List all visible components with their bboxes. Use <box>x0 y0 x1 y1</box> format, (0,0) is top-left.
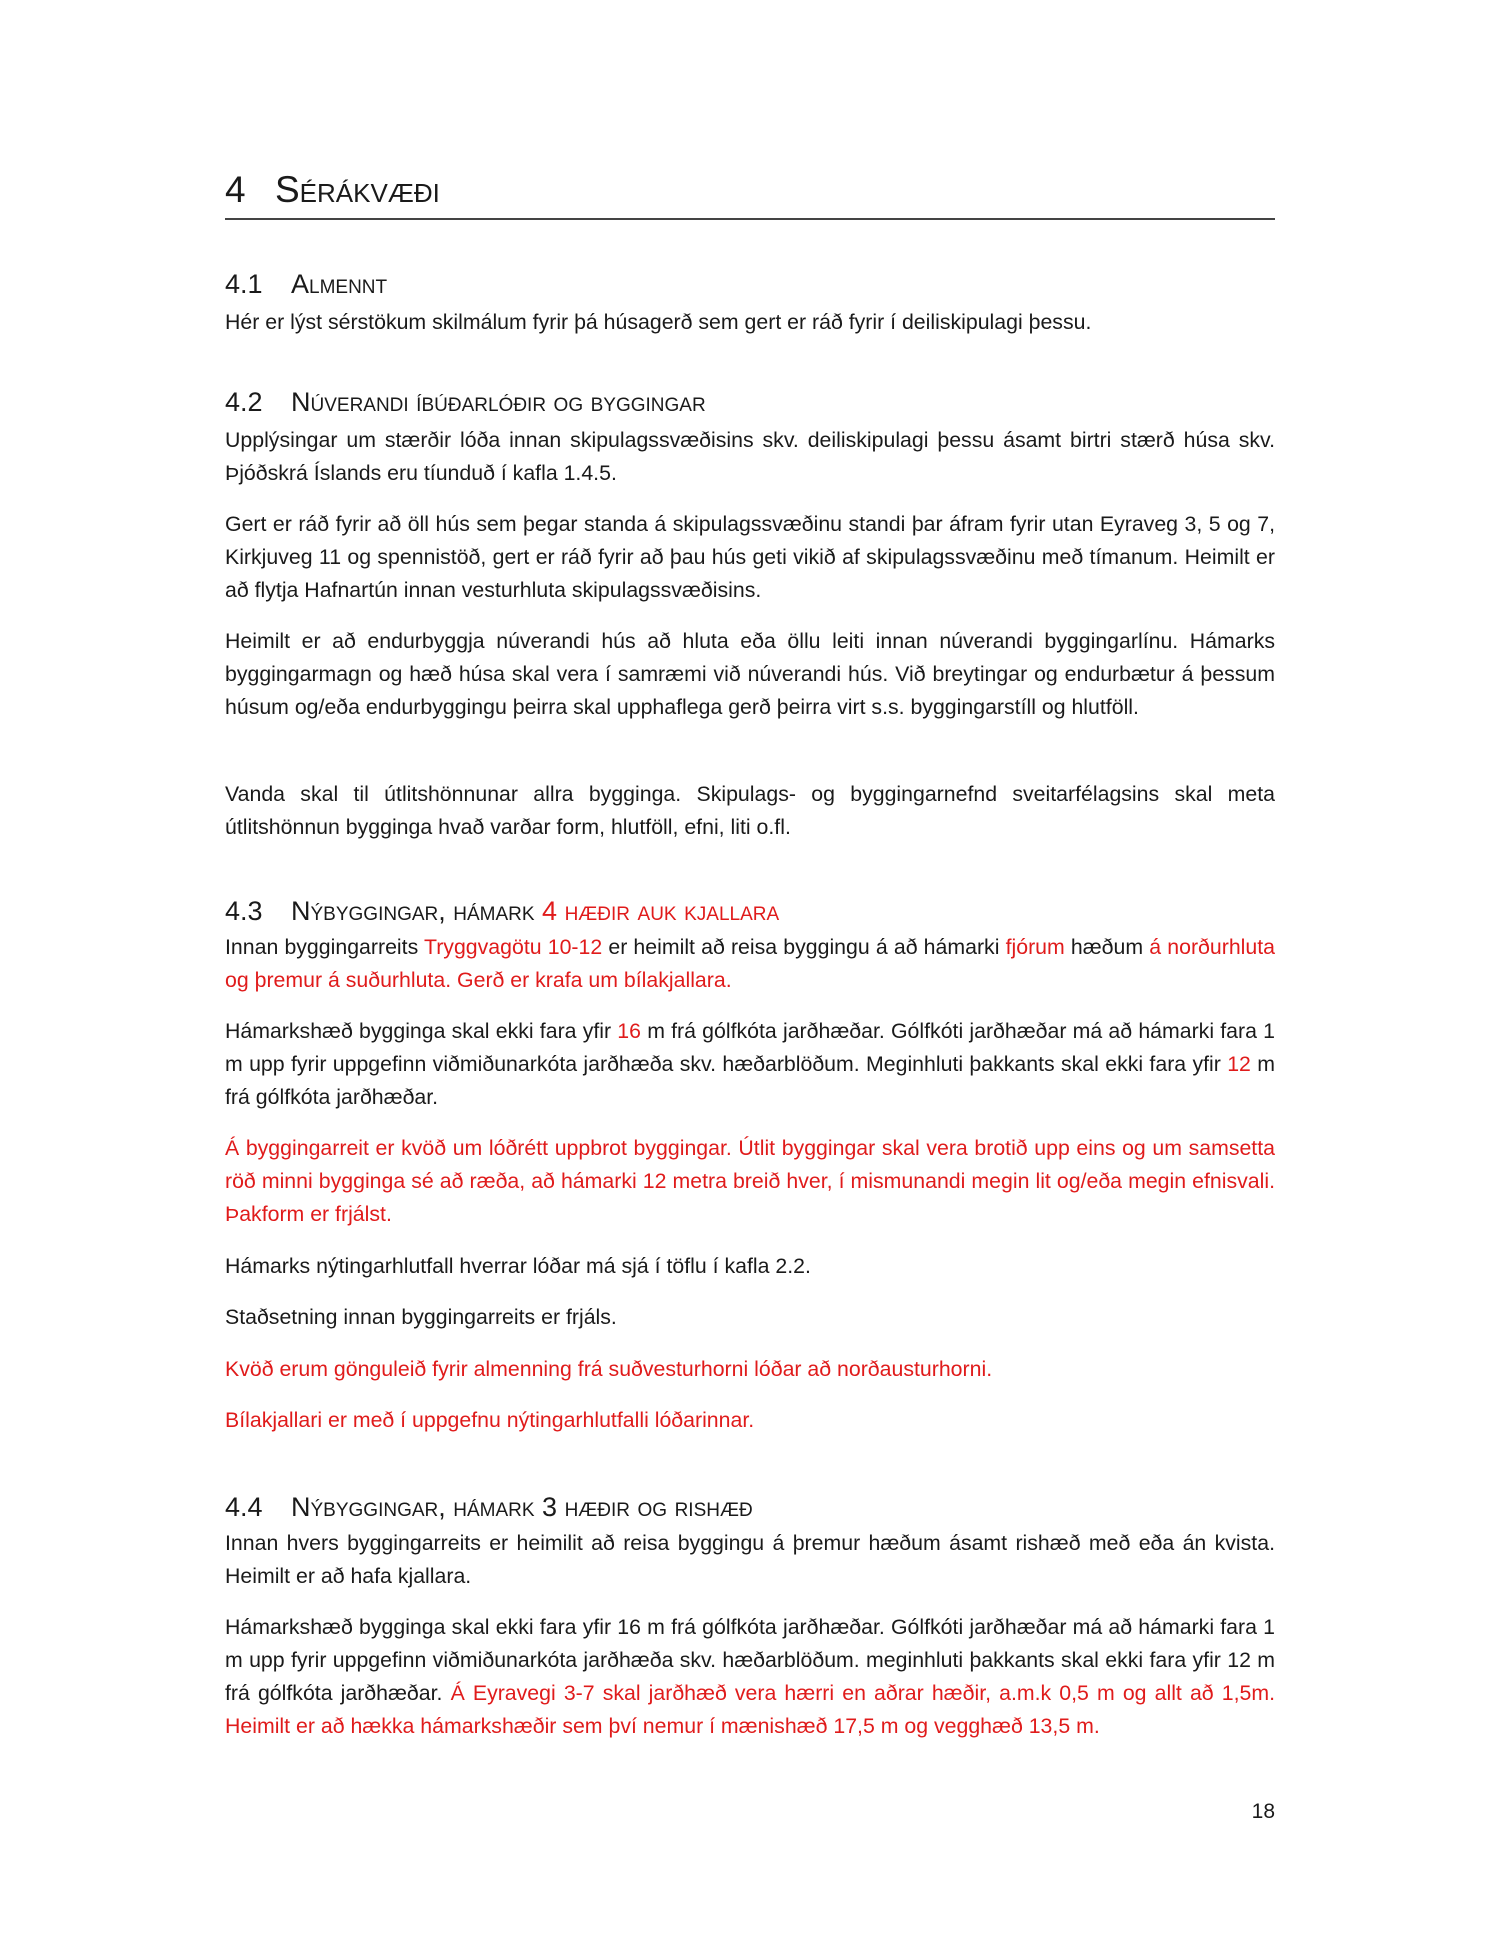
text-run: m frá gólfkóta jarðhæðar. <box>225 1052 1275 1109</box>
paragraph: Vanda skal til útlitshönnunar allra bygginga. Skipulags- og byggingarnefnd sveitarfélagsins skal meta útlitshönnun bygginga hvað varðar form, hlutföll, efni, liti o.fl. <box>225 782 1275 839</box>
text-run: Hámarkshæð bygginga skal ekki fara yfir 16 m frá gólfkóta jarðhæðar. Gólfkóti jarðhæðar má að hámarki fara 1 m upp fyrir uppgefinn viðmiðunarkóta jarðhæða skv. hæðarblöðum. meginhluti þakkants skal ekki fara yfir 12 m frá gólfkóta jarðhæðar. <box>225 1615 1275 1705</box>
paragraph: Upplýsingar um stærðir lóða innan skipulagssvæðisins skv. deiliskipulagi þessu ásamt birtri stærð húsa skv. Þjóðskrá Íslands eru tíunduð í kafla 1.4.5. <box>225 428 1275 485</box>
paragraph: Staðsetning innan byggingarreits er frjáls. <box>225 1305 617 1329</box>
chapter-heading <box>225 162 1275 220</box>
text-run: Innan byggingarreits <box>225 935 424 959</box>
paragraph: Hér er lýst sérstökum skilmálum fyrir þá húsagerð sem gert er ráð fyrir í deiliskipulagi þessu. <box>225 310 1092 334</box>
text-run-red: Tryggvagötu 10-12 <box>423 935 603 959</box>
section-title-part: hæðir og rishæð <box>557 1492 753 1522</box>
paragraph-red: Kvöð erum gönguleið fyrir almenning frá suðvesturhorni lóðar að norðausturhorni. <box>225 1357 993 1381</box>
section-title-number: 3 <box>542 1492 558 1522</box>
paragraph-red: Bílakjallari er með í uppgefnu nýtingarhlutfalli lóðarinnar. <box>225 1408 755 1432</box>
section-title-part: Nýbyggingar, hámark <box>291 1492 543 1522</box>
section-heading-4-3 <box>225 893 779 929</box>
section-title-number: 4 <box>542 896 558 926</box>
section-title-part: hæðir auk kjallara <box>557 896 780 926</box>
section-title <box>291 896 779 926</box>
text-run: hæðum <box>1064 935 1150 959</box>
paragraph: Innan hvers byggingarreits er heimilit að reisa byggingu á þremur hæðum ásamt rishæð með eða án kvista. Heimilt er að hafa kjallara. <box>225 1531 1275 1588</box>
text-run-red: 12 <box>1227 1052 1251 1076</box>
section-number: 4.4 <box>225 1492 263 1522</box>
section-title: Núverandi íbúðarlóðir og byggingar <box>291 387 706 417</box>
section-heading-4-4 <box>225 1489 753 1525</box>
section-number: 4.1 <box>225 269 263 299</box>
paragraph-red: Á byggingarreit er kvöð um lóðrétt uppbrot byggingar. Útlit byggingar skal vera brotið upp eins og um samsetta röð minni bygginga sé að ræða, að hámarki 12 metra breið hver, í mismunandi megin lit og/eða megin efnisvali. Þakform er frjálst. <box>225 1136 1275 1226</box>
text-run: m frá gólfkóta jarðhæðar. Gólfkóti jarðhæðar má að hámarki fara 1 m upp fyrir uppgefinn viðmiðunarkóta jarðhæða skv. hæðarblöðum. Meginhluti þakkants skal ekki fara yfir <box>225 1019 1276 1076</box>
paragraph: Hámarks nýtingarhlutfall hverrar lóðar má sjá í töflu í kafla 2.2. <box>225 1254 811 1278</box>
chapter-number: 4 <box>225 169 246 210</box>
document-page <box>225 0 1275 1942</box>
text-run-red: á norðurhluta og þremur á suðurhluta. Gerð er krafa um bílakjallara. <box>225 935 1276 992</box>
text-run-red: fjórum <box>1005 935 1065 959</box>
page-number: 18 <box>1251 1800 1275 1823</box>
text-run: Hámarkshæð bygginga skal ekki fara yfir <box>225 1019 618 1043</box>
section-heading-4-2 <box>225 384 706 420</box>
paragraph <box>225 931 1275 997</box>
text-run-red: 16 <box>617 1019 641 1043</box>
paragraph: Gert er ráð fyrir að öll hús sem þegar standa á skipulagssvæðinu standi þar áfram fyrir utan Eyraveg 3, 5 og 7, Kirkjuveg 11 og spennistöð, gert er ráð fyrir að þau hús geti vikið af skipulagssvæðinu með tímanum. Heimilt er að flytja Hafnartún innan vesturhluta skipulagssvæðisins. <box>225 512 1275 602</box>
paragraph: Heimilt er að endurbyggja núverandi hús að hluta eða öllu leiti innan núverandi byggingarlínu. Hámarks byggingarmagn og hæð húsa skal vera í samræmi við núverandi hús. Við breytingar og endurbætur á þessum húsum og/eða endurbyggingu þeirra skal upphaflega gerð þeirra virt s.s. byggingarstíll og hlutföll. <box>225 629 1275 719</box>
text-run: er heimilt að reisa byggingu á að hámarki <box>602 935 1006 959</box>
text-run-red: Á Eyravegi 3-7 skal jarðhæð vera hærri en aðrar hæðir, a.m.k 0,5 m og allt að 1,5m. Heimilt er að hækka hámarkshæðir sem því nemur í mænishæð 17,5 m og vegghæð 13,5 m. <box>225 1681 1275 1738</box>
chapter-title: Sérákvæði <box>275 169 440 210</box>
paragraph <box>225 1611 1275 1743</box>
section-number: 4.3 <box>225 896 263 926</box>
section-heading-4-1 <box>225 266 387 302</box>
section-title-part: Nýbyggingar, hámark <box>291 896 543 926</box>
section-title <box>291 1492 753 1522</box>
section-number: 4.2 <box>225 387 263 417</box>
paragraph <box>225 1015 1275 1114</box>
section-title: Almennt <box>291 269 388 299</box>
